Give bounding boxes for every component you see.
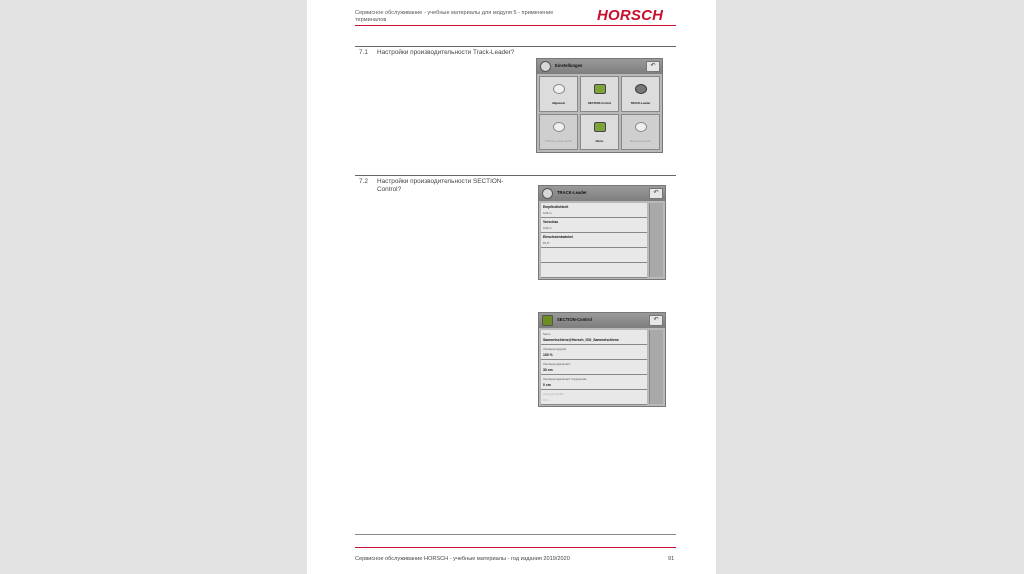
header-rule bbox=[355, 25, 676, 26]
section-title: Настройки производительности SECTION-Control? bbox=[377, 178, 504, 193]
side-panel bbox=[649, 330, 663, 404]
section-divider bbox=[355, 175, 676, 176]
side-panel bbox=[649, 203, 663, 277]
row-value: Sammelschiene@Horsch_ISO_Sammelschiene bbox=[543, 338, 619, 342]
back-button[interactable]: ↶ bbox=[646, 61, 660, 72]
list-item[interactable] bbox=[541, 375, 647, 390]
tile-label: TRACK-Leader AUTO bbox=[544, 139, 573, 143]
screen-title: TRACK-Leader bbox=[557, 190, 587, 195]
section-number: 7.1 bbox=[359, 49, 368, 56]
steering-icon bbox=[553, 122, 565, 132]
section-control-screen bbox=[538, 312, 666, 407]
footer-text: Сервисное обслуживание HORSCH - учебные материалы - год издания 2019/2020 bbox=[355, 556, 570, 562]
row-value: 0 cm bbox=[543, 383, 551, 387]
row-value: 15,0° bbox=[543, 241, 550, 245]
row-label: Vorschau bbox=[543, 220, 559, 224]
screen-header bbox=[537, 59, 662, 74]
tile-demo[interactable] bbox=[580, 114, 619, 150]
settings-grid bbox=[539, 76, 660, 150]
tile-maschinenprofile bbox=[621, 114, 660, 150]
section-title: Настройки производительности Track-Leader? bbox=[377, 49, 515, 56]
screen-title: Einstellungen bbox=[555, 63, 583, 68]
globe-icon bbox=[553, 84, 565, 94]
list-item[interactable] bbox=[541, 233, 647, 248]
row-label: Einschwenkwinkel bbox=[543, 235, 573, 239]
row-label: Empfindlichkeit bbox=[543, 205, 569, 209]
tile-label: TRACK-Leader bbox=[630, 101, 651, 105]
row-value: 100 % bbox=[543, 353, 553, 357]
row-label: Überlappungstoleranz Vorgewende bbox=[543, 377, 587, 381]
tile-allgemein[interactable] bbox=[539, 76, 578, 112]
list-item[interactable] bbox=[541, 218, 647, 233]
screen-header bbox=[539, 313, 665, 328]
parameter-list bbox=[541, 330, 647, 404]
list-item[interactable] bbox=[541, 330, 647, 345]
back-button[interactable]: ↶ bbox=[649, 188, 663, 199]
section-control-icon bbox=[542, 315, 553, 326]
list-item[interactable] bbox=[541, 203, 647, 218]
track-leader-screen bbox=[538, 185, 666, 280]
row-label: Überlappungsgrad bbox=[543, 347, 567, 351]
horsch-logo: HORSCH bbox=[597, 7, 664, 24]
row-label: Name bbox=[543, 332, 551, 336]
settings-gear-icon bbox=[540, 61, 551, 72]
list-item[interactable] bbox=[541, 345, 647, 360]
list-item bbox=[541, 248, 647, 263]
tile-label: Demo bbox=[595, 139, 604, 143]
tile-section-control[interactable] bbox=[580, 76, 619, 112]
tile-track-leader[interactable] bbox=[621, 76, 660, 112]
header-title: Сервисное обслуживание - учебные материалы для модуля 5 - применение терминалов bbox=[355, 10, 554, 23]
row-label: Überlappungstoleranz bbox=[543, 362, 571, 366]
row-value: 0,0 s bbox=[543, 398, 550, 402]
parameter-list bbox=[541, 203, 647, 277]
row-value: 30 cm bbox=[543, 368, 553, 372]
row-value: 0,00 m bbox=[543, 226, 552, 230]
screen-header bbox=[539, 186, 665, 201]
tile-label: Allgemein bbox=[551, 101, 566, 105]
track-leader-icon bbox=[542, 188, 553, 199]
section-number: 7.2 bbox=[359, 178, 368, 185]
settings-screen bbox=[536, 58, 663, 153]
back-button[interactable]: ↶ bbox=[649, 315, 663, 326]
tile-track-leader-auto bbox=[539, 114, 578, 150]
row-value: 0,00 m bbox=[543, 211, 552, 215]
list-item bbox=[541, 263, 647, 278]
section-control-icon bbox=[594, 84, 606, 94]
screen-title: SECTION-Control bbox=[557, 317, 592, 322]
footer-divider bbox=[355, 534, 676, 535]
section-divider bbox=[355, 46, 676, 47]
track-leader-icon bbox=[635, 84, 647, 94]
tractor-icon bbox=[635, 122, 647, 132]
demo-icon bbox=[594, 122, 606, 132]
tile-label: SECTION-Control bbox=[587, 101, 612, 105]
tile-label: Maschinenprofile bbox=[629, 139, 652, 143]
list-item[interactable] bbox=[541, 360, 647, 375]
document-page bbox=[307, 0, 716, 574]
page-number: 91 bbox=[668, 556, 675, 562]
list-item[interactable] bbox=[541, 390, 647, 405]
footer-rule bbox=[355, 547, 676, 548]
row-label: Verzögerung Ein bbox=[543, 392, 564, 396]
